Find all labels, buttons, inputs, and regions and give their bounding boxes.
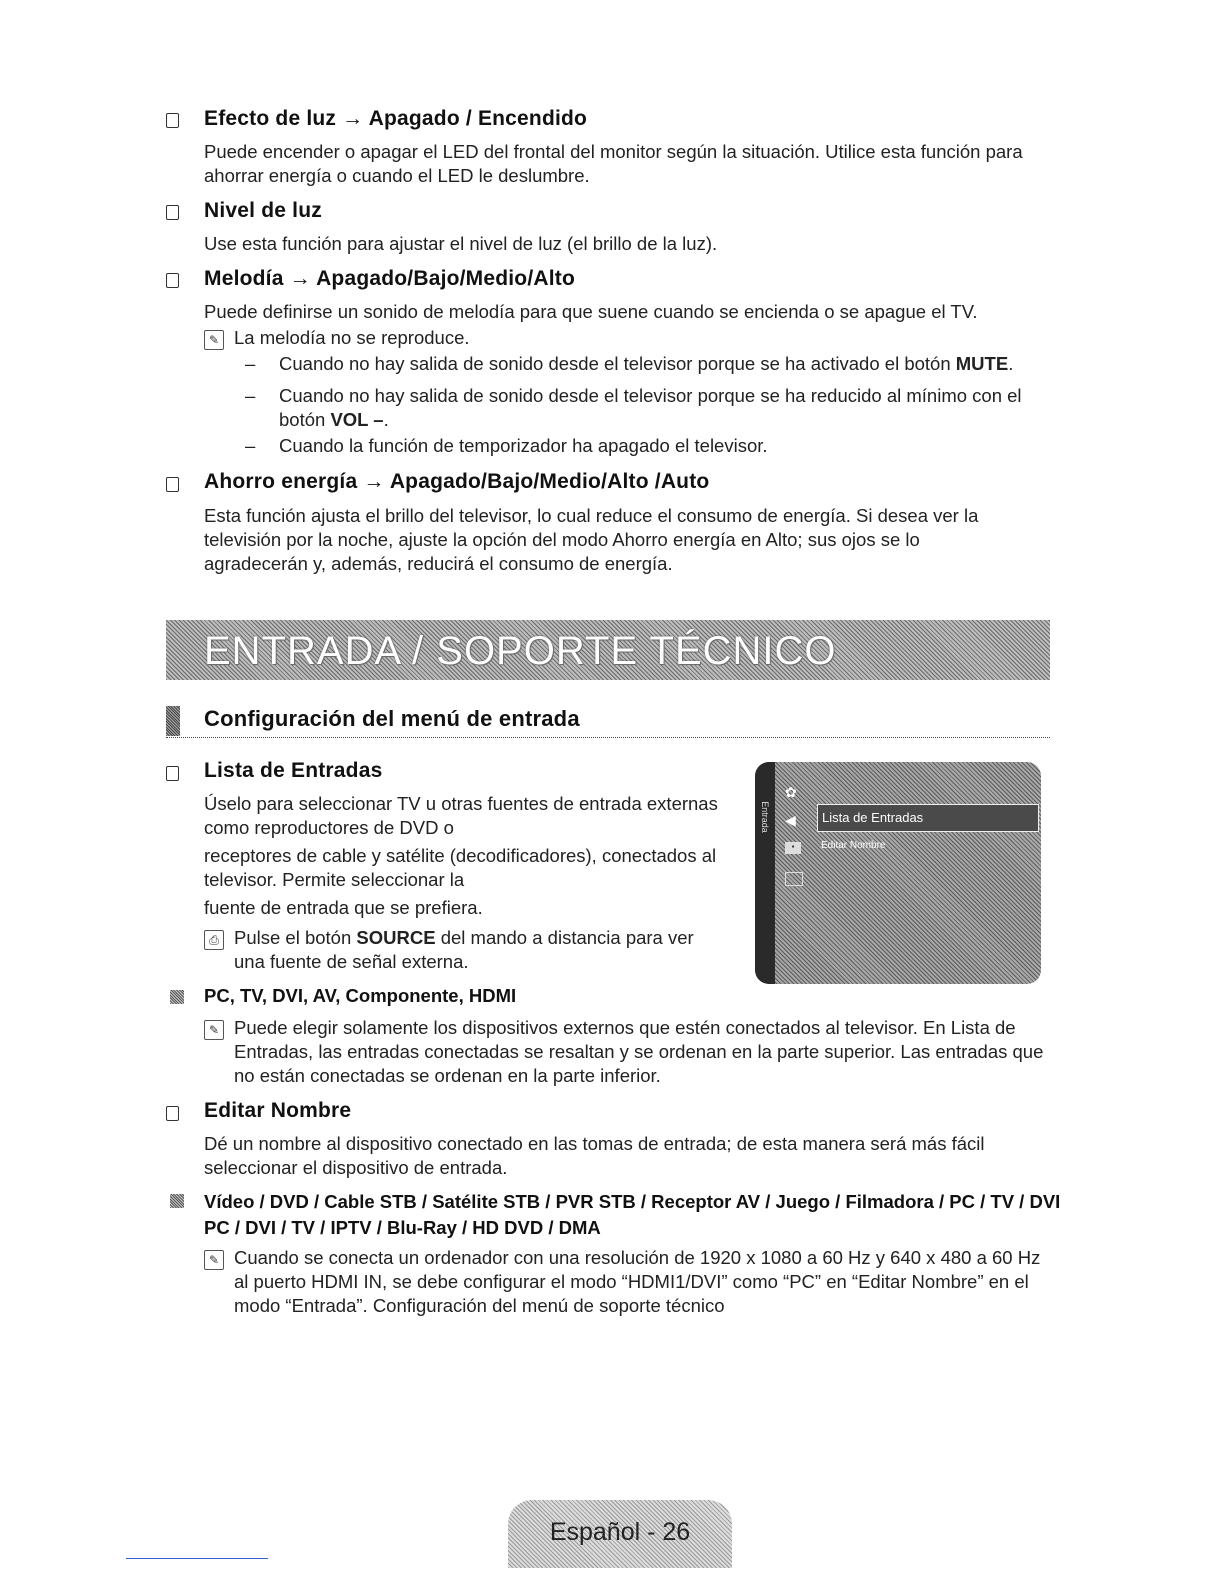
dash-icon: – (245, 435, 256, 456)
note-text: La melodía no se reproduce. (234, 327, 470, 348)
osd-item-selected[interactable] (817, 804, 1039, 832)
section-text: fuente de entrada que se prefiera. (204, 897, 483, 918)
subheading-title: Configuración del menú de entrada (204, 706, 580, 731)
checkbox-bullet-icon (166, 1106, 179, 1121)
remote-note-icon: ⎙ (204, 930, 224, 950)
dash-icon: – (245, 353, 256, 374)
section-title-melodia: Melodía → Apagado/Bajo/Medio/Alto (204, 267, 575, 290)
section-text: Puede definirse un sonido de melodía para que suene cuando se encienda o se apague el TV. (204, 301, 978, 322)
dash-item: Cuando no hay salida de sonido desde el televisor porque se ha reducido al mínimo con el botón VOL –. (279, 385, 1022, 430)
subheading-marker-icon (166, 706, 180, 736)
osd-side-label: Entrada (760, 801, 770, 833)
section-text: Esta función ajusta el brillo del televisor, lo cual reduce el consumo de energía. Si desea ver la televisión por la noche, ajuste la opción del modo Ahorro energía en Alto; sus ojos se lo agradecerán y, además, reducirá el consumo de energía. (204, 505, 979, 574)
note-icon: ✎ (204, 330, 224, 350)
options-list: Vídeo / DVD / Cable STB / Satélite STB / PVR STB / Receptor AV / Juego / Filmadora / PC / TV / DVI PC / DVI / TV / IPTV / Blu-Ray / HD DVD / DMA (204, 1191, 1061, 1238)
checkbox-bullet-icon (166, 766, 179, 781)
dash-item: Cuando no hay salida de sonido desde el televisor porque se ha activado el botón MUTE. (279, 353, 1014, 374)
note-icon: ✎ (204, 1020, 224, 1040)
checkbox-bullet-icon (166, 477, 179, 492)
page-footer-tab (508, 1500, 732, 1568)
dash-icon: – (245, 385, 256, 406)
checkbox-bullet-icon (166, 205, 179, 220)
osd-setup-icon (785, 872, 803, 886)
section-text: Dé un nombre al dispositivo conectado en las tomas de entrada; de esta manera será más fácil seleccionar el dispositivo de entrada. (204, 1133, 985, 1178)
checkbox-bullet-icon (166, 113, 179, 128)
note-icon: ✎ (204, 1250, 224, 1270)
options-bullet-icon (170, 1194, 184, 1208)
section-title-editar-nombre: Editar Nombre (204, 1099, 352, 1122)
osd-item-label: Lista de Entradas (822, 810, 924, 825)
section-title-lista-de-entradas: Lista de Entradas (204, 759, 383, 782)
osd-sidebar (755, 762, 775, 984)
osd-picture-icon: ✿ (785, 784, 797, 800)
osd-item[interactable]: Editar Nombre (821, 840, 886, 851)
note-text: Pulse el botón SOURCE del mando a distancia para ver una fuente de señal externa. (234, 927, 694, 972)
section-title-ahorro-energia: Ahorro energía → Apagado/Bajo/Medio/Alto /Auto (204, 470, 710, 493)
section-title-nivel-de-luz: Nivel de luz (204, 199, 322, 222)
section-text: Puede encender o apagar el LED del frontal del monitor según la situación. Utilice esta función para ahorrar energía o cuando el LED le deslumbre. (204, 141, 1023, 186)
section-banner (166, 620, 1050, 680)
options-bullet-icon (170, 990, 184, 1004)
banner-title: ENTRADA / SOPORTE TÉCNICO (204, 629, 837, 673)
note-text: Cuando se conecta un ordenador con una resolución de 1920 x 1080 a 60 Hz y 640 x 480 a 60 Hz al puerto HDMI IN, se debe configurar el modo “HDMI1/DVI” como “PC” en “Editar Nombre” en el modo “Entrada”. Configuración del menú de soporte técnico (234, 1247, 1041, 1316)
section-text: Úselo para seleccionar TV u otras fuentes de entrada externas como reproductores de DVD o (204, 793, 718, 838)
dash-item: Cuando la función de temporizador ha apagado el televisor. (279, 435, 768, 456)
note-text: Puede elegir solamente los dispositivos externos que estén conectados al televisor. En Lista de Entradas, las entradas conectadas se resaltan y se ordenan en la parte superior. Las entradas que no están conectadas se ordenan en la parte inferior. (234, 1017, 1044, 1086)
osd-menu-screenshot (755, 762, 1041, 984)
section-text: Use esta función para ajustar el nivel de luz (el brillo de la luz). (204, 233, 718, 254)
section-title-efecto-de-luz: Efecto de luz → Apagado / Encendido (204, 107, 588, 130)
checkbox-bullet-icon (166, 273, 179, 288)
osd-channel-icon: ▪ (785, 842, 801, 854)
options-list: PC, TV, DVI, AV, Componente, HDMI (204, 985, 517, 1006)
subheading-underline (166, 737, 1050, 738)
section-text: receptores de cable y satélite (decodificadores), conectados al televisor. Permite seleccionar la (204, 845, 717, 890)
footer-rule (126, 1558, 268, 1559)
osd-sound-icon: ◀ (785, 812, 796, 828)
page-number: Español - 26 (549, 1518, 691, 1546)
